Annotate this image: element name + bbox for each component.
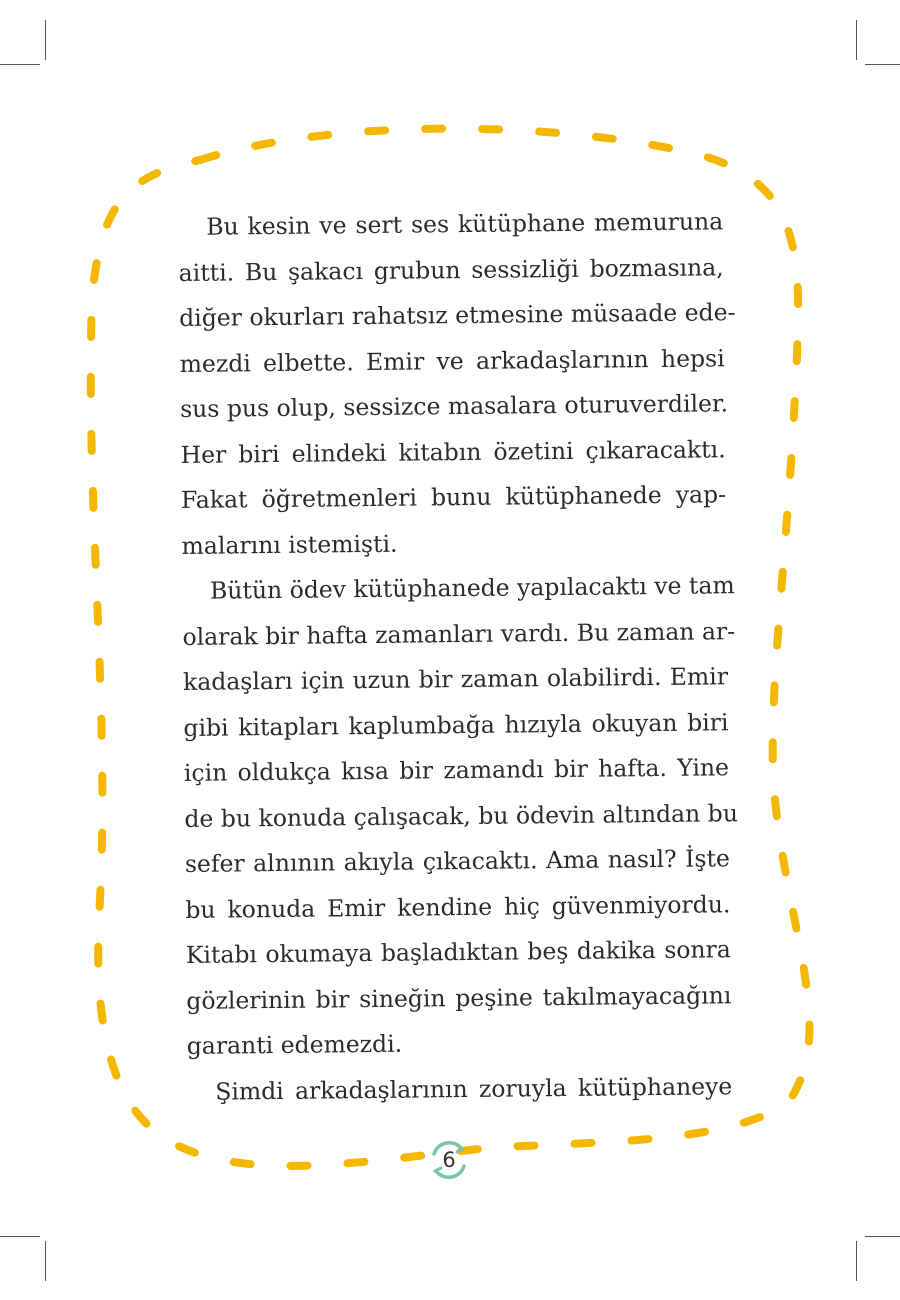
- text-line: Fakat öğretmenleri bunu kütüphanede yap-: [180, 480, 727, 514]
- text-line: bu konuda Emir kendine hiç güvenmiyordu.: [185, 889, 731, 924]
- text-line: gözlerinin bir sineğin peşine takılmayacağını: [186, 980, 732, 1015]
- paragraph-3: [187, 1064, 732, 1115]
- text-line: Her biri elindeki kitabın özetini çıkaracaktı.: [180, 434, 726, 469]
- text-line: malarını istemişti.: [181, 529, 398, 560]
- text-line: kadaşları için uzun bir zaman olabilirdi. Emir: [182, 662, 729, 696]
- text-line: de bu konuda çalışacak, bu ödevin altından bu: [184, 798, 739, 833]
- paragraph-1: [178, 199, 736, 569]
- text-line: için oldukça kısa bir zamandı bir hafta. Yine: [183, 753, 730, 787]
- text-line: aitti. Bu şakacı grubun sessizliği bozmasına,: [178, 252, 724, 287]
- body-text: [178, 199, 739, 1115]
- page-number-label: 6: [442, 1148, 456, 1172]
- text-line: mezdi elbette. Emir ve arkadaşlarının hepsi: [179, 343, 725, 378]
- text-line: Bütün ödev kütüphanede yapılacaktı ve tam: [209, 571, 735, 605]
- text-line: garanti edemezdi.: [186, 1029, 403, 1060]
- text-line: Şimdi arkadaşlarının zoruyla kütüphaneye: [215, 1071, 733, 1106]
- text-line: sus pus olup, sessizce masalara oturuverdiler.: [179, 389, 729, 423]
- page-number: [426, 1137, 472, 1183]
- text-line: olarak bir hafta zamanları vardı. Bu zaman ar-: [182, 616, 736, 651]
- paragraph-2: [182, 563, 739, 1069]
- text-line: gibi kitapları kaplumbağa hızıyla okuyan biri: [183, 707, 729, 742]
- text-line: diğer okurları rahatsız etmesine müsaade ede-: [179, 298, 736, 332]
- text-line: Bu kesin ve sert ses kütüphane memuruna: [206, 207, 724, 241]
- text-line: sefer alnının akıyla çıkacaktı. Ama nasıl? İşte: [184, 844, 731, 878]
- text-line: Kitabı okumaya başladıktan beş dakika sonra: [185, 935, 731, 969]
